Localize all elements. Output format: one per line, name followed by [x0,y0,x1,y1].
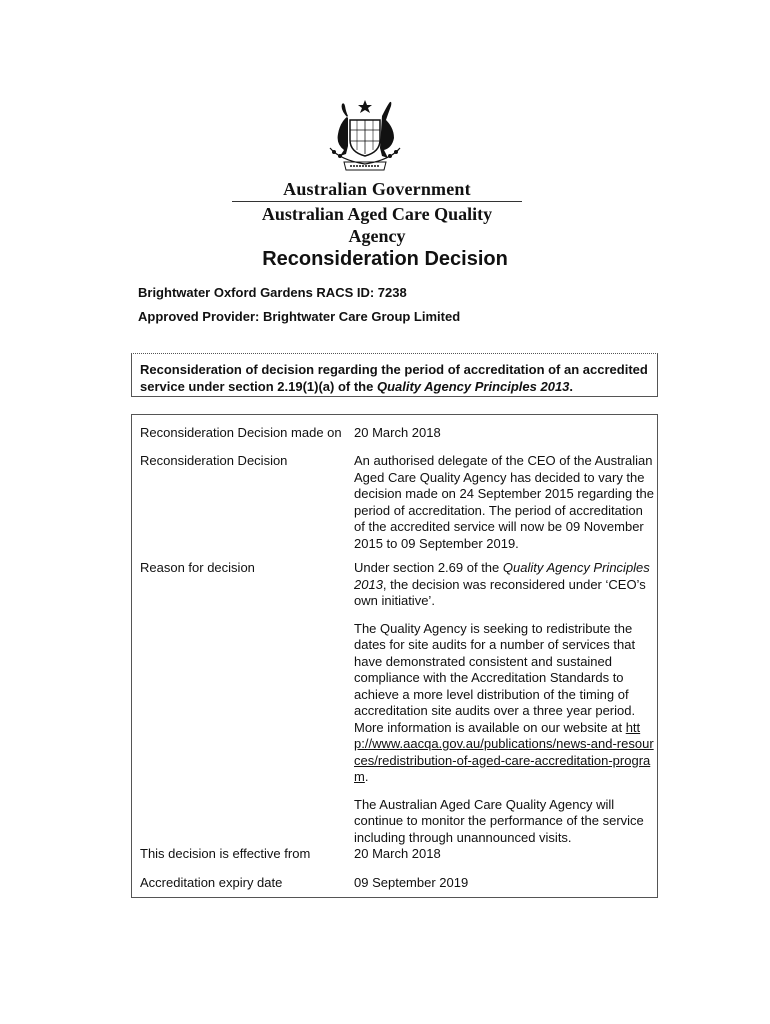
summary-end: . [569,379,574,394]
reason-value [354,560,654,857]
coat-of-arms-icon [310,98,420,176]
document-title: Reconsideration Decision [262,248,508,270]
summary-italic: Quality Agency Principles 2013 [376,379,570,394]
reason-paragraph-1: Under section 2.69 of the Quality Agency Principles 2013, the decision was reconsidered under ‘CEO’s own initiative’. [354,560,650,608]
details-table [131,414,658,898]
made-on-label: Reconsideration Decision made on [140,425,342,440]
service-line: Brightwater Oxford Gardens RACS ID: 7238 [138,285,407,300]
expiry-value: 09 September 2019 [354,875,469,890]
reason-paragraph-2: The Quality Agency is seeking to redistribute the dates for site audits for a number of services that have demonstrated consistent and sustained compliance with the Accreditation Standards to achieve a more level distribution of the timing of accreditation site audits over a three year period. More information is available on our website at http://www.aacqa.gov.au/publications/news-and-resources/redistribution-of-aged-care-accreditation-program. [354,620,654,784]
header-divider [232,201,522,202]
decision-label: Reconsideration Decision [140,453,288,468]
effective-label: This decision is effective from [140,846,311,861]
website-link[interactable]: http://www.aacqa.gov.au/publications/news-and-resources/redistribution-of-aged-care-accreditation-program [354,719,654,784]
agency-header [232,178,522,247]
made-on-value: 20 March 2018 [354,425,441,440]
reason-paragraph-3: The Australian Aged Care Quality Agency will continue to monitor the performance of the service including through unannounced visits. [354,796,644,845]
government-name: Australian Government [283,179,471,199]
decision-value: An authorised delegate of the CEO of the Australian Aged Care Quality Agency has decided to vary the decision made on 24 September 2015 regarding the period of accreditation. The period of accreditation of the accredited service will now be 09 November 2015 to 09 September 2019. [354,453,654,551]
summary-box [131,353,658,397]
provider-line: Approved Provider: Brightwater Care Group Limited [138,309,461,324]
reason-label: Reason for decision [140,560,255,575]
summary-text: Reconsideration of decision regarding the period of accreditation of an accredited service under section 2.19(1)(a) of the [140,362,648,394]
agency-name: Australian Aged Care Quality Agency [261,204,493,246]
effective-value: 20 March 2018 [354,846,441,861]
expiry-label: Accreditation expiry date [140,875,283,890]
